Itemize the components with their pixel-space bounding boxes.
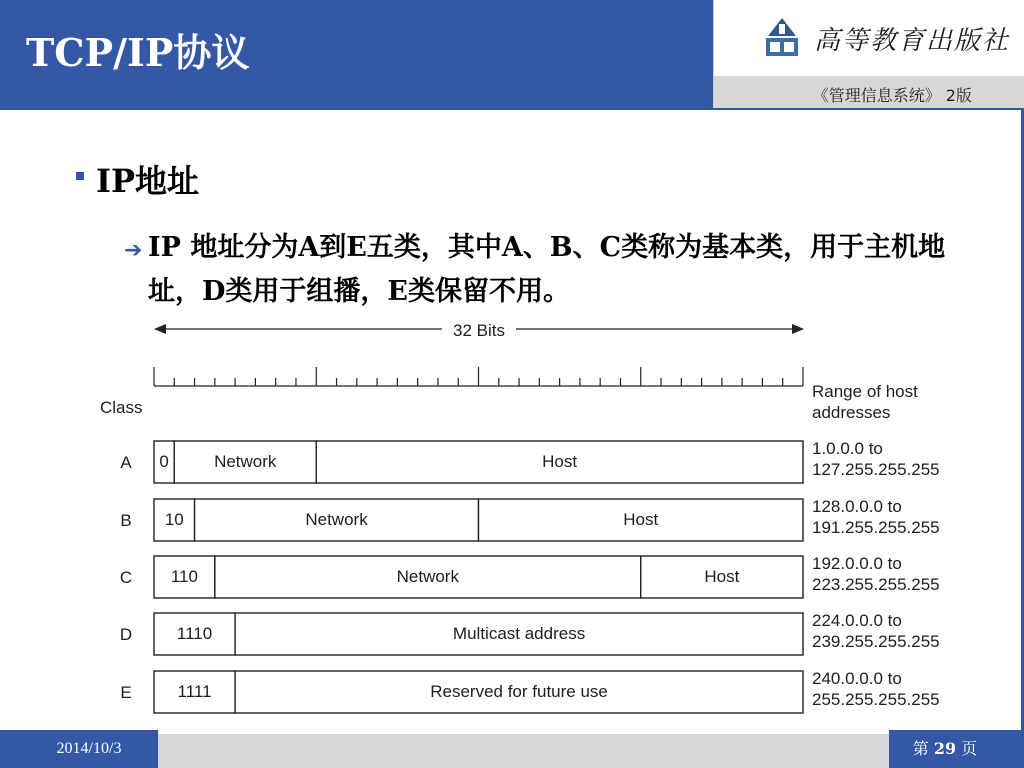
address-field-label: Network [396, 567, 459, 586]
address-field-label: Network [214, 452, 277, 471]
range-start: 240.0.0.0 to [812, 669, 902, 688]
range-start: 1.0.0.0 to [812, 439, 883, 458]
publisher-name: 高等教育出版社 [814, 26, 1011, 56]
footer-date: 2014/10/3 [20, 730, 158, 768]
class-row [120, 497, 939, 541]
bullet-square-icon [76, 172, 84, 180]
page-prefix: 第 [912, 739, 934, 758]
footer-band [158, 734, 889, 768]
arrow-bullet-icon: ➔ [124, 238, 143, 263]
header-rule [0, 108, 1024, 110]
range-start: 128.0.0.0 to [812, 497, 902, 516]
bullet-heading: IP地址 [96, 162, 200, 200]
address-field-label: 0 [159, 452, 169, 471]
book-title: 《管理信息系统》 2版 [812, 86, 972, 105]
address-field-label: Host [623, 510, 659, 529]
range-end: 255.255.255.255 [812, 690, 940, 709]
sub-bullet-text: IP 地址分为A到E五类，其中A、B、C类称为基本类，用于主机地址，D类用于组播，E类保留不用。 [148, 232, 946, 307]
address-field-label: Host [704, 567, 740, 586]
range-start: 224.0.0.0 to [812, 611, 902, 630]
class-letter: A [120, 453, 132, 472]
range-end: 239.255.255.255 [812, 632, 940, 651]
address-field-label: 1111 [177, 682, 212, 701]
address-field-label: Multicast address [452, 624, 586, 643]
page-number-box [889, 730, 1001, 768]
publisher-logo-box [713, 0, 1024, 76]
title-bar [0, 0, 713, 108]
range-header-line-2: addresses [812, 403, 891, 422]
class-rows [120, 439, 940, 713]
address-field-label: Network [305, 510, 368, 529]
bits-arrowhead-left [154, 324, 166, 334]
address-field-label: Reserved for future use [430, 682, 608, 701]
class-letter: D [119, 625, 133, 644]
page-suffix: 页 [956, 739, 978, 758]
range-end: 127.255.255.255 [812, 460, 940, 479]
ip-class-svg [90, 312, 970, 722]
class-letter: B [120, 511, 132, 530]
class-row [120, 669, 939, 713]
publisher-emblem-icon [762, 16, 802, 60]
address-field-label: Host [542, 452, 578, 471]
class-row [120, 554, 940, 598]
address-field-label: 1110 [176, 624, 213, 643]
slide-title: TCP/IP协议 [26, 30, 250, 75]
range-header-line-1: Range of host [812, 382, 918, 401]
ruler-ticks [154, 367, 803, 386]
range-end: 191.255.255.255 [812, 518, 940, 537]
class-letter: C [119, 568, 133, 587]
book-band [713, 76, 1024, 108]
range-end: 223.255.255.255 [812, 575, 940, 594]
class-row [120, 611, 940, 655]
class-header: Class [100, 398, 143, 417]
footer-left-bar [0, 730, 20, 768]
page-number: 29 [933, 739, 957, 758]
address-field-label: 110 [170, 567, 198, 586]
class-row [120, 439, 939, 483]
address-field-label: 10 [164, 510, 184, 529]
ip-address-class-diagram [90, 312, 970, 722]
footer-right-bar [1001, 730, 1024, 768]
bits-arrowhead-right [792, 324, 804, 334]
bits-label: 32 Bits [453, 321, 505, 340]
range-start: 192.0.0.0 to [812, 554, 902, 573]
class-letter: E [120, 683, 132, 702]
